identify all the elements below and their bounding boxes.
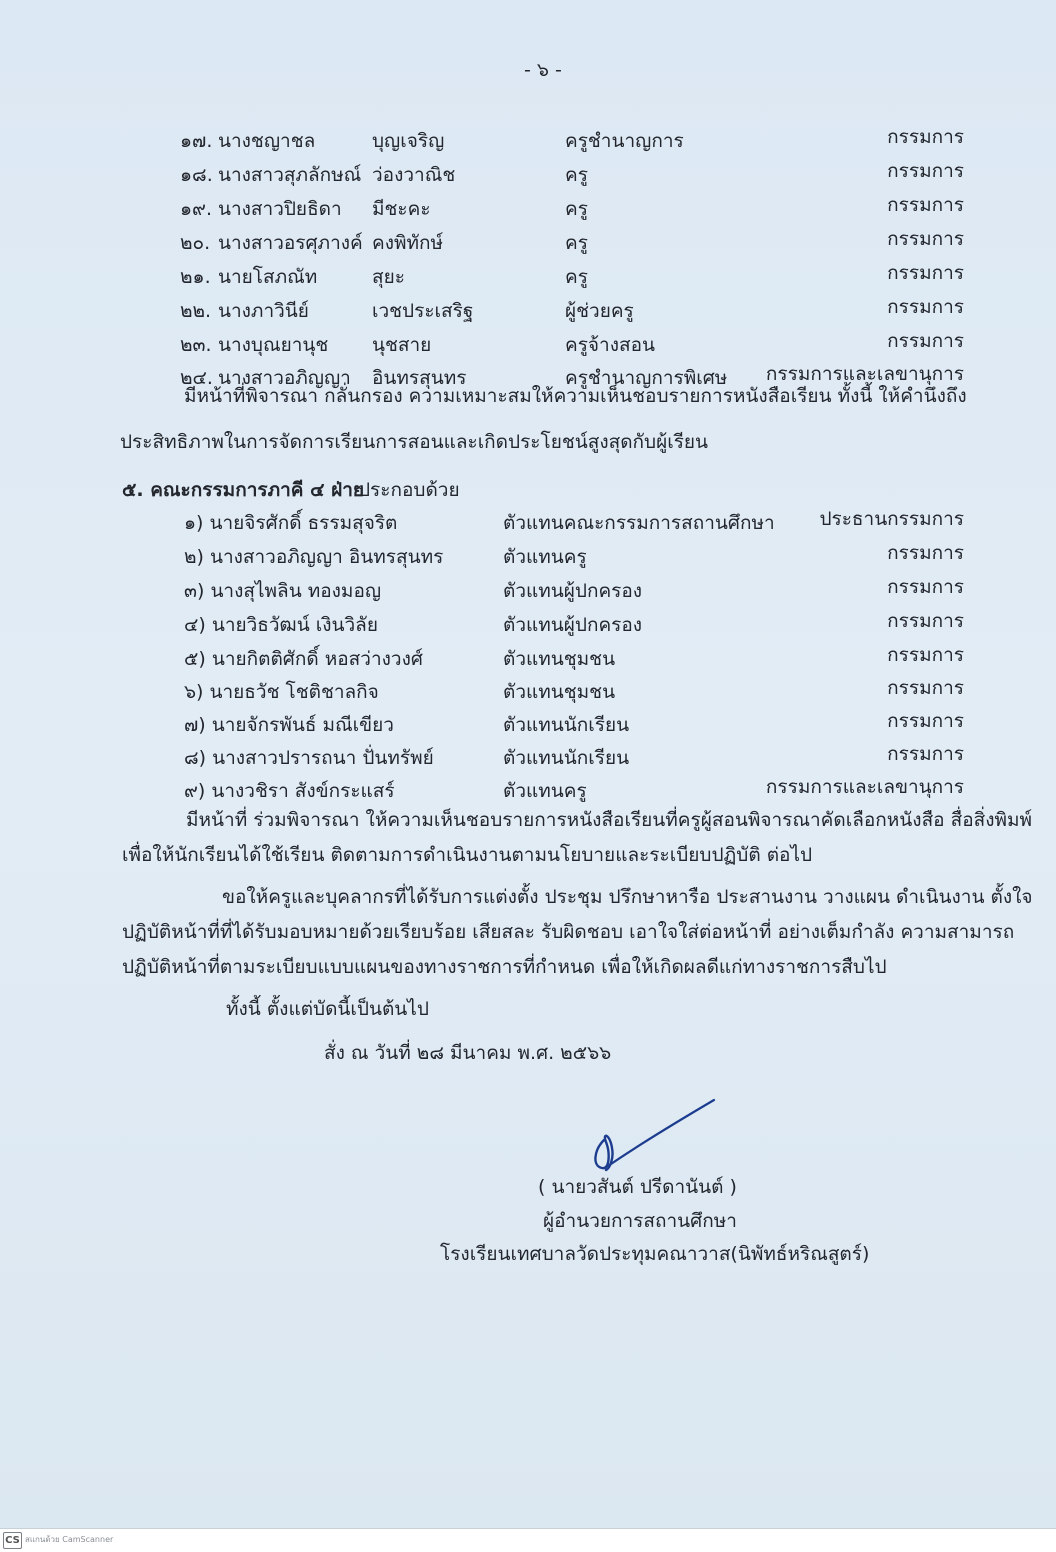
signature-image <box>580 1092 730 1182</box>
closing-line-1: ขอให้ครูและบุคลากรที่ได้รับการแต่งตั้ง ประชุม ปรึกษาหารือ ประสานงาน วางแผน ดำเนินงาน ตั้งใจ <box>222 886 1033 908</box>
member-name: ๑) นายจิรศักดิ์ ธรรมสุจริต <box>184 512 398 534</box>
member-role: กรรมการ <box>887 610 964 632</box>
member-name: ๕) นายกิตติศักดิ์ หอสว่างวงศ์ <box>184 648 423 670</box>
member-name: นางสาวอรศุภางค์ <box>218 232 363 254</box>
member-role: กรรมการ <box>887 160 964 182</box>
member-position: ครู <box>565 198 588 220</box>
member-position: ครูชำนาญการพิเศษ <box>565 367 728 389</box>
member-number: ๑๗. <box>180 130 213 152</box>
member-surname: สุยะ <box>372 266 405 288</box>
member-number: ๑๘. <box>180 164 213 186</box>
member-position: ตัวแทนครู <box>503 546 587 568</box>
member-surname: นุชสาย <box>372 334 432 356</box>
member-name: นางสาวปิยธิดา <box>218 198 342 220</box>
member-number: ๒๔. <box>180 367 213 389</box>
member-role: กรรมการ <box>887 126 964 148</box>
member-name: นางภาวินีย์ <box>218 300 309 322</box>
member-name: นางสาวสุภลักษณ์ <box>218 164 362 186</box>
member-surname: อินทรสุนทร <box>372 367 467 389</box>
member-position: ตัวแทนคณะกรรมการสถานศึกษา <box>503 512 775 534</box>
member-number: ๒๑. <box>180 266 211 288</box>
member-name: นายโสภณัท <box>218 266 318 288</box>
member-position: ผู้ช่วยครู <box>565 300 634 322</box>
member-role: กรรมการ <box>887 194 964 216</box>
member-name: ๒) นางสาวอภิญญา อินทรสุนทร <box>184 546 444 568</box>
member-position: ครู <box>565 232 588 254</box>
member-role: กรรมการ <box>887 743 964 765</box>
signatory-title: ผู้อำนวยการสถานศึกษา <box>543 1210 737 1232</box>
member-name: นางชญาชล <box>218 130 316 152</box>
member-role: กรรมการและเลขานุการ <box>765 776 964 798</box>
member-number: ๑๙. <box>180 198 213 220</box>
member-name: ๘) นางสาวปรารถนา ปั่นทรัพย์ <box>184 747 434 769</box>
duty-b-line-1: มีหน้าที่ ร่วมพิจารณา ให้ความเห็นชอบรายการหนังสือเรียนที่ครูผู้สอนพิจารณาคัดเลือกหนังสือ สื่อสิ่งพิมพ์ <box>186 809 1033 831</box>
member-role: กรรมการ <box>887 296 964 318</box>
member-role: กรรมการและเลขานุการ <box>765 363 964 385</box>
camscanner-caption: สแกนด้วย CamScanner <box>25 1535 114 1544</box>
member-role: กรรมการ <box>887 330 964 352</box>
member-role: กรรมการ <box>887 677 964 699</box>
member-role: ประธานกรรมการ <box>819 508 964 530</box>
member-role: กรรมการ <box>887 228 964 250</box>
member-position: ตัวแทนครู <box>503 780 587 802</box>
member-position: ครู <box>565 266 588 288</box>
member-number: ๒๓. <box>180 334 212 356</box>
member-name: ๙) นางวชิรา สังข์กระแสร์ <box>184 780 395 802</box>
closing-line-3: ปฏิบัติหน้าที่ตามระเบียบแบบแผนของทางราชการที่กำหนด เพื่อให้เกิดผลดีแก่ทางราชการสืบไป <box>122 956 887 978</box>
member-name: นางบุณยานุช <box>218 334 329 356</box>
member-position: ครูจ้างสอน <box>565 334 655 356</box>
closing-line-2: ปฏิบัติหน้าที่ที่ได้รับมอบหมายด้วยเรียบร้อย เสียสละ รับผิดชอบ เอาใจใส่ต่อหน้าที่ อย่างเต็มกำลัง ความสามารถ <box>122 921 1015 943</box>
member-position: ตัวแทนชุมชน <box>503 681 616 703</box>
member-role: กรรมการ <box>887 644 964 666</box>
member-surname: ว่องวาณิช <box>372 164 456 186</box>
member-role: กรรมการ <box>887 262 964 284</box>
duty-b-line-2: เพื่อให้นักเรียนได้ใช้เรียน ติดตามการดำเนินงานตามนโยบายและระเบียบปฏิบัติ ต่อไป <box>122 844 813 866</box>
member-name: นางสาวอภิญญา <box>218 367 351 389</box>
member-role: กรรมการ <box>887 576 964 598</box>
effective-date: ทั้งนี้ ตั้งแต่บัดนี้เป็นต้นไป <box>226 998 429 1020</box>
member-surname: คงพิทักษ์ <box>372 232 444 254</box>
duty-a-line-2: ประสิทธิภาพในการจัดการเรียนการสอนและเกิดประโยชน์สูงสุดกับผู้เรียน <box>120 431 709 453</box>
member-role: กรรมการ <box>887 542 964 564</box>
member-number: ๒๐. <box>180 232 211 254</box>
order-date: สั่ง ณ วันที่ ๒๘ มีนาคม พ.ศ. ๒๕๖๖ <box>324 1042 612 1064</box>
duty-a-line-1: มีหน้าที่พิจารณา กลั่นกรอง ความเหมาะสมให้ความเห็นชอบรายการหนังสือเรียน ทั้งนี้ ให้คำนึงถึง <box>184 385 967 407</box>
page-number: - ๖ - <box>524 59 562 81</box>
member-name: ๔) นายวิธวัฒน์ เงินวิลัย <box>184 614 378 636</box>
member-name: ๖) นายธวัช โชติชาลกิจ <box>184 681 379 703</box>
member-position: ครูชำนาญการ <box>565 130 684 152</box>
member-number: ๒๒. <box>180 300 212 322</box>
member-position: ตัวแทนผู้ปกครอง <box>503 614 643 636</box>
member-name: ๓) นางสุไพลิน ทองมอญ <box>184 580 382 602</box>
member-position: ตัวแทนผู้ปกครอง <box>503 580 643 602</box>
signatory-name: ( นายวสันต์ ปรีดานันต์ ) <box>538 1176 737 1198</box>
member-position: ตัวแทนนักเรียน <box>503 747 630 769</box>
member-position: ตัวแทนชุมชน <box>503 648 616 670</box>
member-position: ครู <box>565 164 588 186</box>
scanner-footer <box>0 1528 1056 1552</box>
member-role: กรรมการ <box>887 710 964 732</box>
camscanner-logo: CS <box>3 1532 22 1549</box>
section-5-suffix: ประกอบด้วย <box>358 479 460 501</box>
member-position: ตัวแทนนักเรียน <box>503 714 630 736</box>
signatory-school: โรงเรียนเทศบาลวัดประทุมคณาวาส(นิพัทธ์หริณสูตร์) <box>440 1243 870 1265</box>
section-5-heading: ๕. คณะกรรมการภาคี ๔ ฝ่าย <box>122 479 365 501</box>
member-surname: มีชะคะ <box>372 198 431 220</box>
member-surname: บุญเจริญ <box>372 130 445 152</box>
member-name: ๗) นายจักรพันธ์ มณีเขียว <box>184 714 394 736</box>
member-surname: เวชประเสริฐ <box>372 300 474 322</box>
